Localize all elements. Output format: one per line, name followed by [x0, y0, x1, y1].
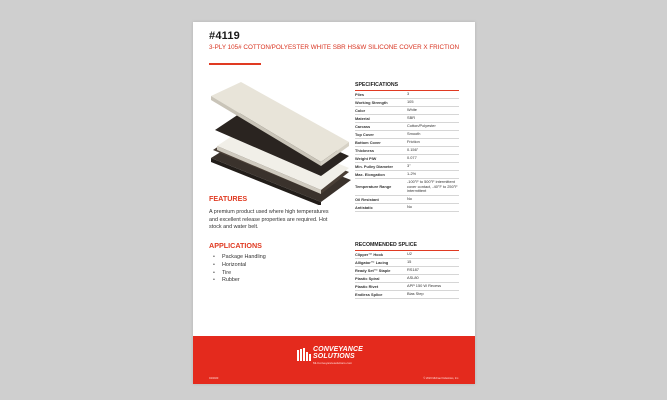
spec-key: Weight PIW — [355, 156, 377, 161]
spec-key: Carcass — [355, 124, 371, 129]
spec-key: Plies — [355, 92, 365, 97]
spec-value: 1-2% — [407, 171, 417, 177]
spec-value: Smooth — [407, 131, 421, 137]
applications-list — [213, 254, 266, 285]
spec-value: No — [407, 195, 412, 201]
product-number: #4119 — [209, 30, 240, 42]
spec-key: Max. Elongation — [355, 172, 385, 177]
spec-value: 3" — [407, 163, 411, 169]
table-row — [355, 123, 459, 131]
spec-value: Cotton/Polyester — [407, 123, 436, 129]
splice-key: Plastic Spiral — [355, 276, 380, 281]
list-item: • Rubber — [213, 277, 266, 285]
spec-value: Friction — [407, 139, 420, 145]
recommended-splice-heading: RECOMMENDED SPLICE — [355, 242, 459, 251]
spec-key: Min. Pulley Diameter — [355, 164, 394, 169]
table-row — [355, 291, 459, 299]
list-item: • Horizontal — [213, 262, 266, 270]
spec-key: Thickness — [355, 148, 375, 153]
table-row — [355, 283, 459, 291]
table-row — [355, 275, 459, 283]
recommended-splice-table — [355, 242, 459, 299]
splice-value: U2 — [407, 251, 412, 257]
spec-key: Material — [355, 116, 370, 121]
brand-line-2: SOLUTIONS — [313, 353, 355, 360]
conveyor-belt-image — [203, 80, 353, 205]
footer-banner — [193, 336, 475, 384]
brand-logo-text — [313, 346, 363, 360]
splice-value: ASL80 — [407, 275, 419, 281]
table-row — [355, 267, 459, 275]
spec-key: Oil Resistant — [355, 196, 379, 202]
footer-left-note: 04/2023 — [209, 377, 219, 380]
splice-key: Endless Splice — [355, 292, 383, 297]
table-row — [355, 139, 459, 147]
list-item: • Tire — [213, 270, 266, 278]
splice-value: Bias Step — [407, 291, 424, 297]
table-row — [355, 163, 459, 171]
spec-value: 0.077 — [407, 155, 417, 161]
table-row — [355, 107, 459, 115]
list-item: • Package Handling — [213, 254, 266, 262]
features-text: A premium product used where high temperatures and excellent release properties are required. Hot stock and water belt. — [209, 209, 329, 231]
table-row — [355, 147, 459, 155]
spec-key: Top Cover — [355, 132, 374, 137]
table-row — [355, 259, 459, 267]
table-row — [355, 115, 459, 123]
splice-key: Ready Set™ Staple — [355, 268, 391, 273]
brand-line-1: CONVEYANCE — [313, 346, 363, 353]
brand-url: Mi-Conveyancesolutions.com — [313, 361, 353, 365]
spec-key: Color — [355, 108, 366, 113]
spec-value: No — [407, 203, 412, 209]
splice-key: Plastic Rivet — [355, 284, 379, 289]
table-row — [355, 131, 459, 139]
table-row — [355, 155, 459, 163]
table-row — [355, 99, 459, 107]
footer-copyright: © 2023 Michael Industries, Inc. — [423, 377, 459, 380]
table-row — [355, 251, 459, 259]
table-row — [355, 179, 459, 196]
spec-key: Temperature Range — [355, 184, 392, 190]
spec-value: 105 — [407, 99, 414, 105]
spec-sheet-page — [193, 22, 475, 384]
table-row — [355, 91, 459, 99]
specifications-table — [355, 82, 459, 212]
table-row — [355, 196, 459, 204]
conveyance-logo-icon — [297, 348, 311, 361]
spec-key: Antistatic — [355, 204, 373, 210]
spec-value: SBR — [407, 115, 415, 121]
specifications-heading: SPECIFICATIONS — [355, 82, 459, 91]
features-heading: FEATURES — [209, 194, 248, 203]
spec-value: -100°F to 500°F intermittent cover contact, -40°F to 250°F intermittent — [407, 179, 458, 194]
spec-value: White — [407, 107, 417, 113]
table-row — [355, 171, 459, 179]
spec-key: Working Strength — [355, 100, 388, 105]
product-description: 3-PLY 105# COTTON/POLYESTER WHITE SBR HS&W SILICONE COVER X FRICTION — [209, 44, 460, 51]
splice-value: 15 — [407, 259, 412, 265]
splice-value: APP 150 W Recess — [407, 283, 442, 289]
applications-heading: APPLICATIONS — [209, 241, 262, 250]
splice-value: RS187 — [407, 267, 419, 273]
table-row — [355, 204, 459, 212]
spec-key: Bottom Cover — [355, 140, 381, 145]
splice-key: Alligator™ Lacing — [355, 260, 389, 265]
title-divider — [209, 63, 261, 65]
splice-key: Clipper™ Hook — [355, 252, 384, 257]
spec-value: 3 — [407, 91, 410, 97]
spec-value: 0.156" — [407, 147, 419, 153]
